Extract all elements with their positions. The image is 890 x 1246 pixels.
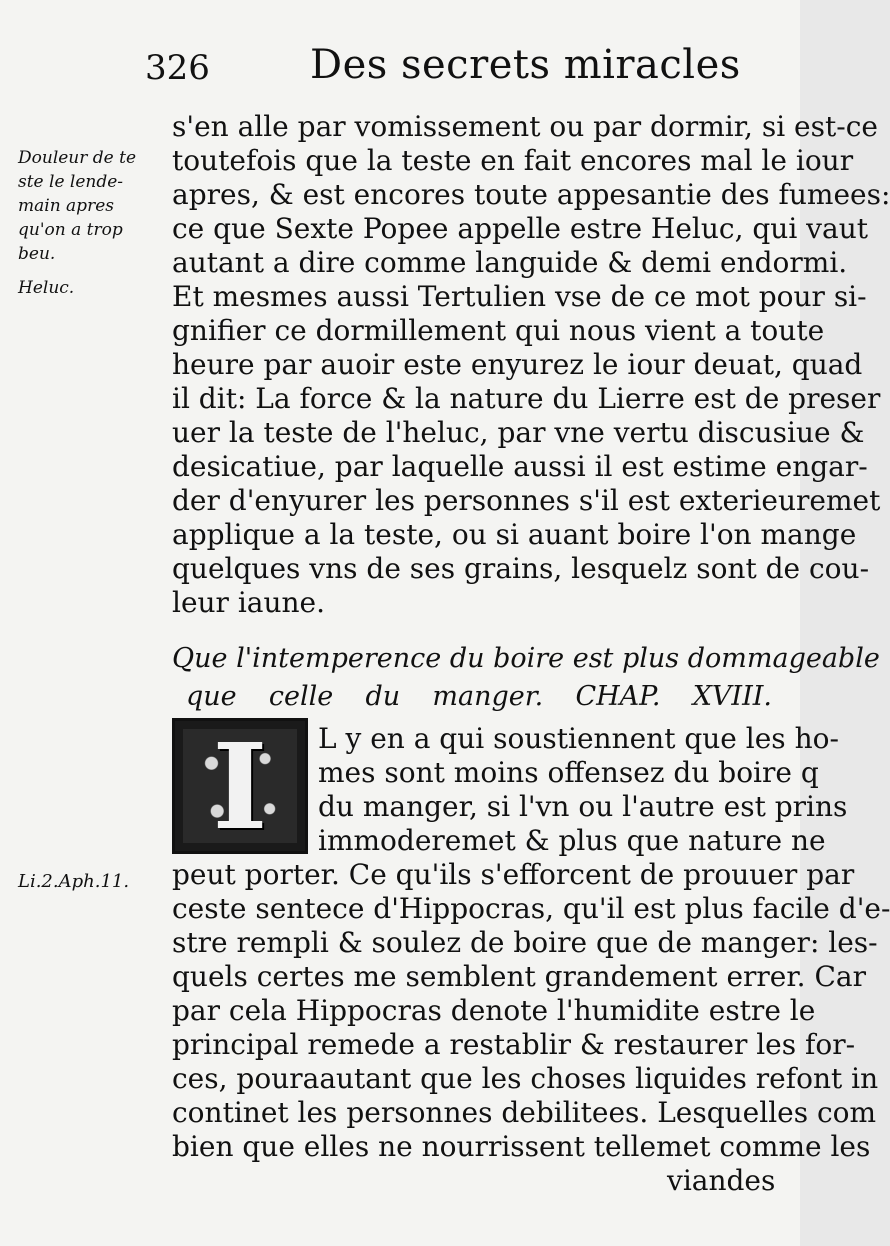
text-line: par cela Hippocras denote l'humidite estre le bbox=[172, 994, 816, 1027]
margin-note-douleur: Douleur de te ste le lende- main apres qu'on a trop beu. bbox=[18, 148, 137, 264]
text-line: desicatiue, par laquelle aussi il est estime engar- bbox=[172, 450, 868, 483]
text-line: du manger, si l'vn ou l'autre est prins bbox=[318, 790, 848, 823]
text-line: immoderemet & plus que nature ne bbox=[318, 824, 826, 857]
chapter-title-line: Que l'intemperence du boire est plus dommageable bbox=[172, 643, 880, 674]
running-title: Des secrets miracles bbox=[310, 42, 741, 88]
text-line: s'en alle par vomissement ou par dormir, si est-ce bbox=[172, 110, 878, 143]
text-line: autant a dire comme languide & demi endormi. bbox=[172, 246, 848, 279]
text-line: ce que Sexte Popee appelle estre Heluc, qui vaut bbox=[172, 212, 868, 245]
text-line: quelques vns de ses grains, lesquelz sont de cou- bbox=[172, 552, 870, 585]
paragraph-1 bbox=[172, 110, 890, 620]
text-line: heure par auoir este enyurez le iour deuat, quad bbox=[172, 348, 863, 381]
text-line: ces, pouraautant que les choses liquides refont in bbox=[172, 1062, 879, 1095]
paragraph-2-indented bbox=[318, 722, 848, 858]
text-line: mes sont moins offensez du boire q bbox=[318, 756, 819, 789]
text-line: der d'enyurer les personnes s'il est exterieuremet bbox=[172, 484, 881, 517]
margin-note-heluc: Heluc. bbox=[18, 278, 75, 298]
margin-note-aphorism-reference: Li.2.Aph.11. bbox=[18, 871, 130, 892]
drop-cap-letter: I bbox=[212, 716, 268, 856]
catchword: viandes bbox=[667, 1164, 776, 1197]
page-number: 326 bbox=[145, 48, 210, 88]
ornamental-drop-cap bbox=[172, 718, 308, 854]
text-line: Et mesmes aussi Tertulien vse de ce mot pour si- bbox=[172, 280, 867, 313]
text-line: quels certes me semblent grandement errer. Car bbox=[172, 960, 866, 993]
text-line: ceste sentece d'Hippocras, qu'il est plus facile d'e- bbox=[172, 892, 890, 925]
text-line: applique a la teste, ou si auant boire l'on mange bbox=[172, 518, 857, 551]
paragraph-2 bbox=[172, 858, 890, 1164]
chapter-heading bbox=[172, 640, 880, 716]
text-line: uer la teste de l'heluc, par vne vertu discusiue & bbox=[172, 416, 865, 449]
text-line: bien que elles ne nourrissent tellemet comme les bbox=[172, 1130, 871, 1163]
text-line: gnifier ce dormillement qui nous vient a toute bbox=[172, 314, 825, 347]
text-line: stre rempli & soulez de boire que de manger: les- bbox=[172, 926, 878, 959]
text-line: continet les personnes debilitees. Lesquelles com bbox=[172, 1096, 877, 1129]
text-line: apres, & est encores toute appesantie des fumees: bbox=[172, 178, 890, 211]
text-line: toutefois que la teste en fait encores mal le iour bbox=[172, 144, 854, 177]
text-line: principal remede a restablir & restaurer les for- bbox=[172, 1028, 856, 1061]
text-line: il dit: La force & la nature du Lierre est de preser bbox=[172, 382, 881, 415]
chapter-title-line: que celle du manger. CHAP. XVIII. bbox=[186, 681, 772, 712]
text-line: peut porter. Ce qu'ils s'efforcent de prouuer par bbox=[172, 858, 855, 891]
text-line: L y en a qui soustiennent que les ho- bbox=[318, 722, 839, 755]
text-line: leur iaune. bbox=[172, 586, 326, 619]
